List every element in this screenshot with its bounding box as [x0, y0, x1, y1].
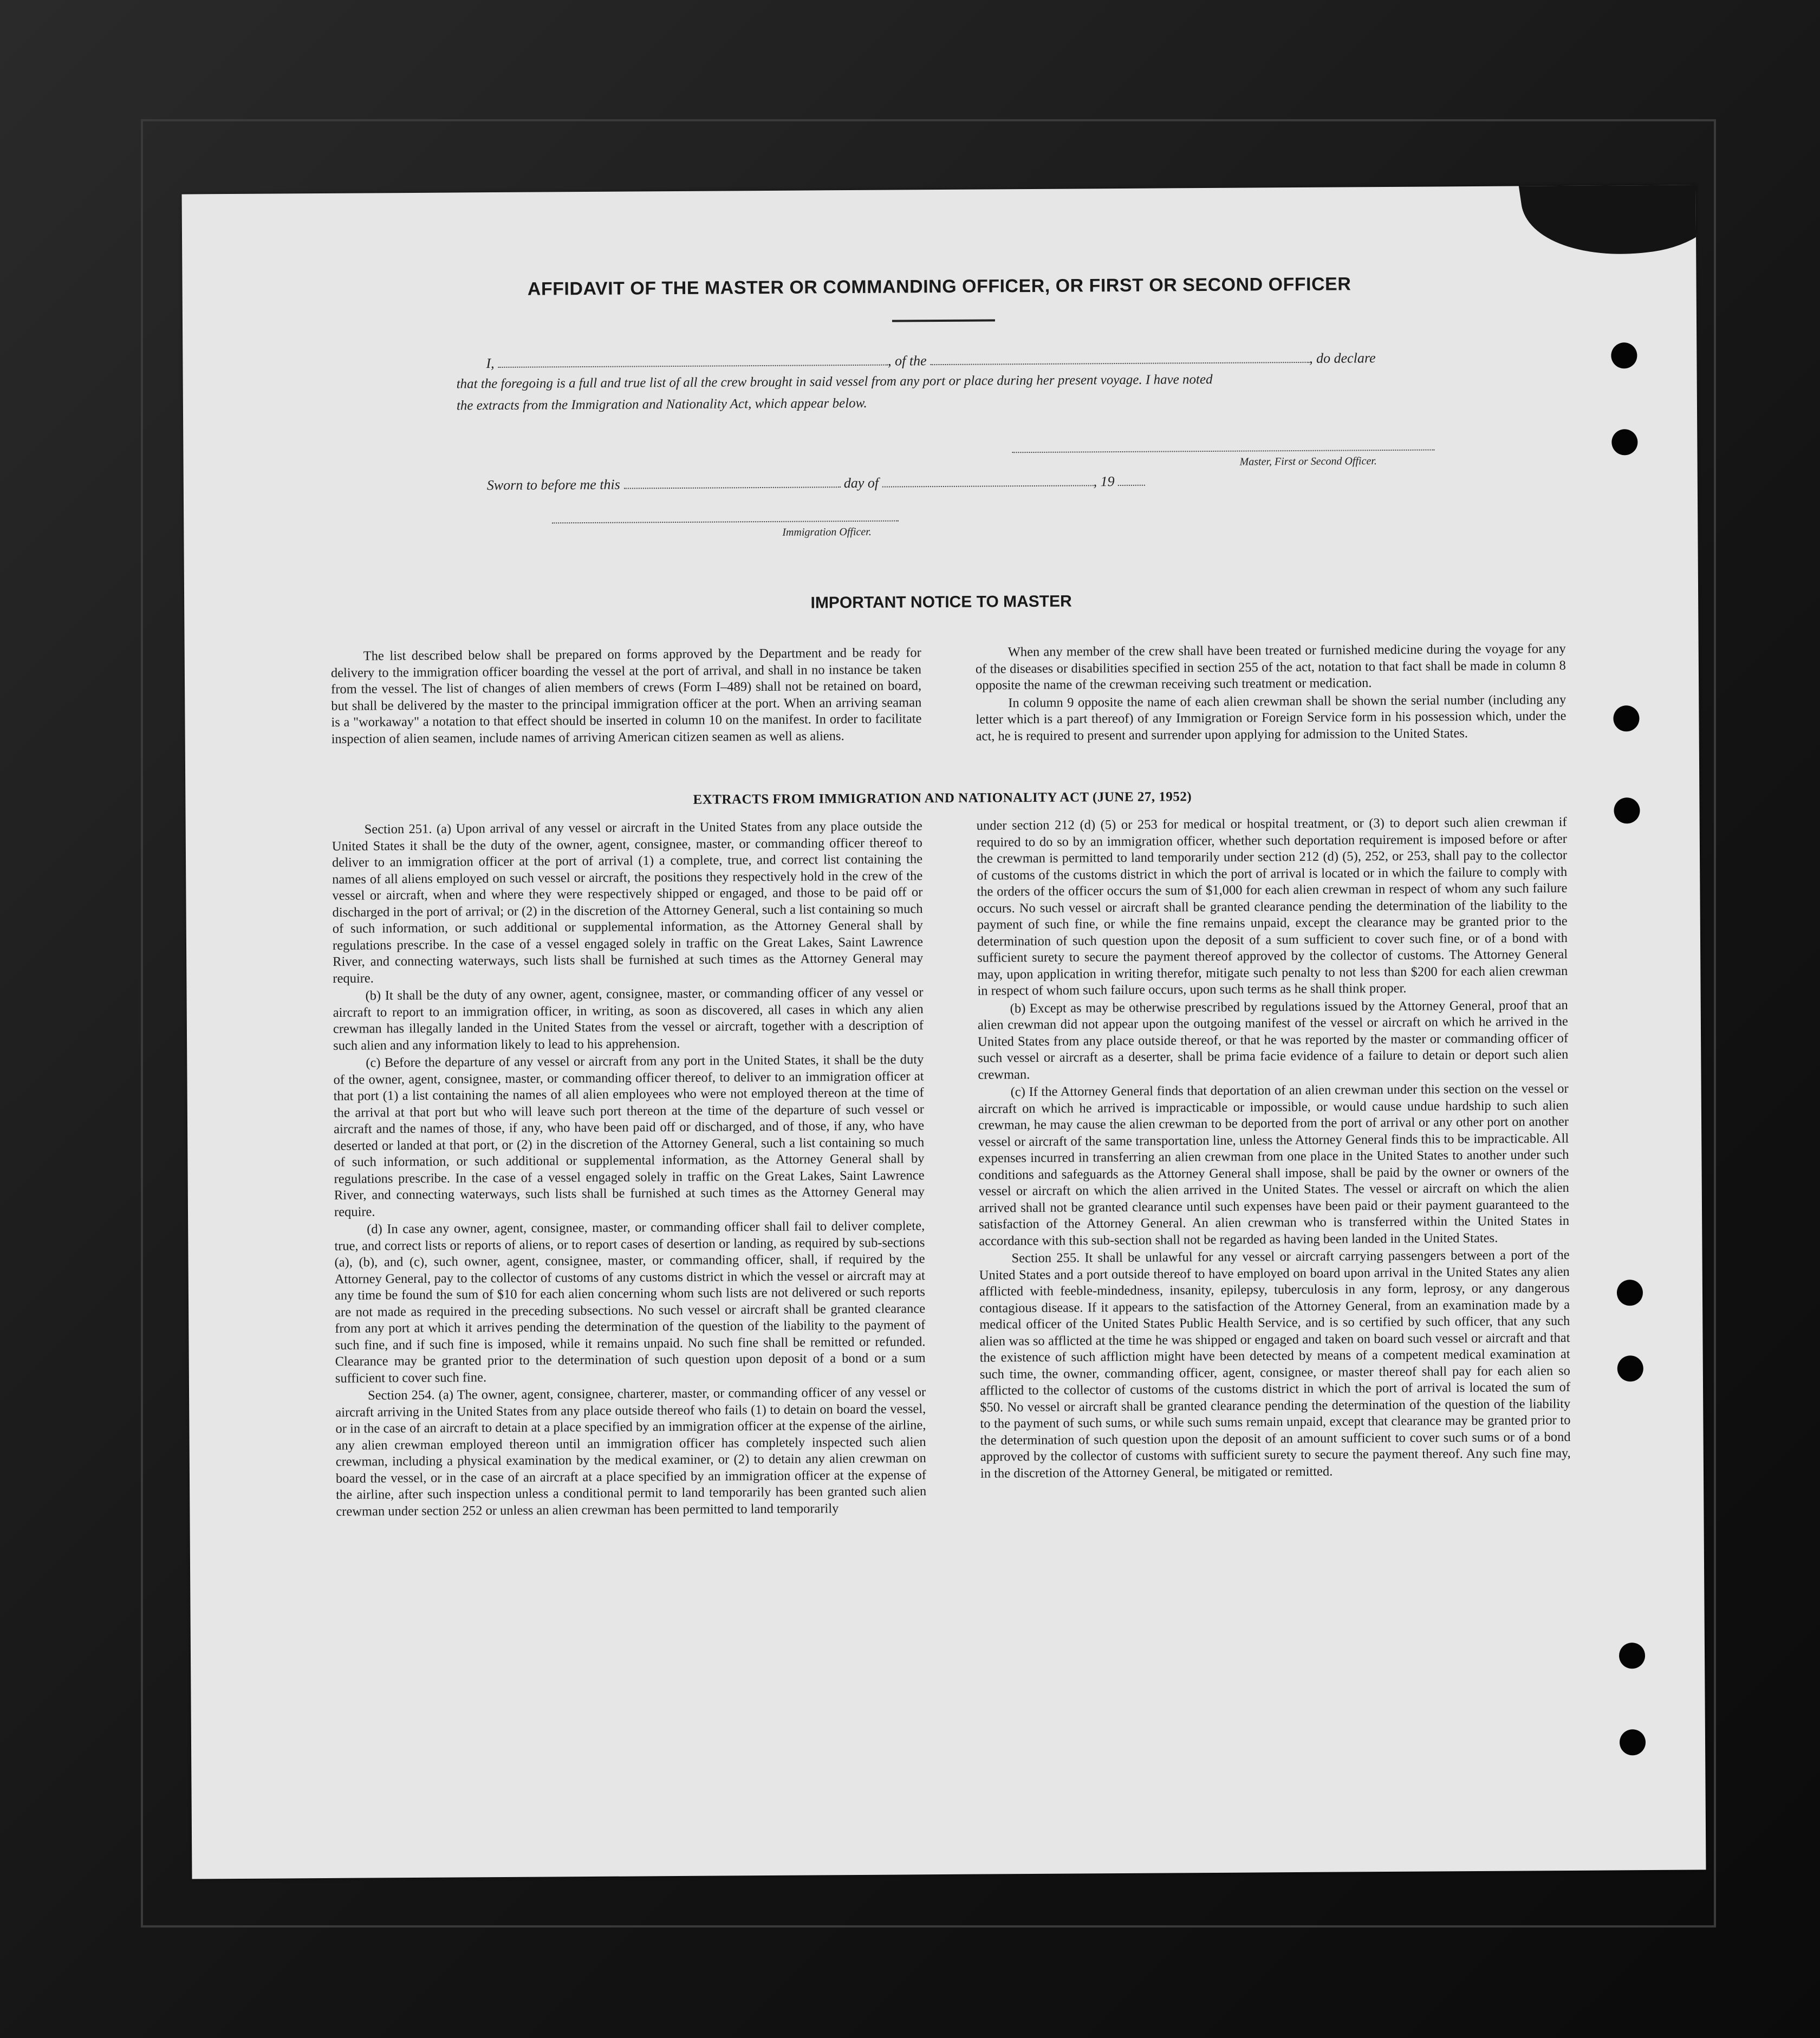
name-blank[interactable] — [498, 353, 888, 368]
notice-left-column — [331, 645, 922, 749]
section-251c: (c) Before the departure of any vessel or aircraft from any port in the United States, it shall be the duty of the owner, agent, consignee, master, or commanding officer thereof, to deliver to an immigration officer at that port (1) a list containing the names of all alien employees who were not employed thereon at the time of the arrival at that port but who will leave such port thereon at the time of the departure of such vessel or aircraft and the names of those, if any, who have been paid off or discharged, and of those, if any, who have deserted or landed at that port, or (2) in the discretion of the Attorney General, such a list containing so much of such information, or such additional or supplemental information, as the Attorney General shall by regulations prescribe. In the case of a vessel engaged solely in traffic on the Great Lakes, Saint Lawrence River, and connecting waterways, such lists shall be furnished at such times as the Attorney General may require. — [333, 1052, 925, 1219]
binder-hole — [1617, 1355, 1643, 1381]
document-page — [182, 185, 1706, 1879]
section-254a-continued: under section 212 (d) (5) or 253 for medical or hospital treatment, or (3) to deport such alien crewman if required to do so by an immigration officer, whether such deportation requirement is imposed before or after the crewman is permitted to land temporarily under section 212 (d) (5), 252, or 253, shall pay to the collector of customs of the customs district in which the port of arrival is located or in which the failure to comply with the orders of the officer occurs the sum of $1,000 for each alien crewman in respect of whom any such failure occurs. No such vessel or aircraft shall be granted clearance pending the determination of the liability to the payment of such fine, or while the fine remains unpaid, except the clearance may be granted prior to the determination of such question upon the deposit of a sum sufficient to cover such fine, or of a bond with sufficient surety to secure the payment thereof approved by the collector of customs. The Attorney General may, upon application in writing therefor, mitigate such penalty to not less than $200 for each alien crewman in respect of whom such failure occurs, upon such terms as he shall think proper. — [976, 814, 1568, 998]
binder-hole — [1611, 342, 1637, 368]
officer-signature-line[interactable] — [552, 520, 899, 523]
binder-hole — [1611, 429, 1637, 455]
section-254b: (b) Except as may be otherwise prescribed by regulations issued by the Attorney General, proof that an alien crewman did not appear upon the outgoing manifest of the vessel or aircraft on which he arrived in the United States from any place outside thereof, or that he was reported by the master or commanding officer of such vessel or aircraft as a deserter, shall be prima facie evidence of a failure to detain or deport such alien crewman. — [977, 997, 1569, 1082]
section-251a: Section 251. (a) Upon arrival of any vessel or aircraft in the United States from any place outside the United States it shall be the duty of the owner, agent, consignee, master, or commanding officer thereof to deliver to an immigration officer at the port of arrival (1) a complete, true, and correct list containing the names of all aliens employed on such vessel or aircraft, the positions they respectively hold in the crew of the vessel or aircraft, when and where they were respectively shipped or engaged, and those to be paid off or discharged in the port of arrival; or (2) in the discretion of the Attorney General, such a list containing so much of such information, or such additional or supplemental information, as the Attorney General shall by regulations prescribe. In the case of a vessel engaged solely in traffic on the Great Lakes, Saint Lawrence River, and connecting waterways, such lists shall be furnished at such times as the Attorney General may require. — [332, 819, 924, 986]
affidavit-line-3: the extracts from the Immigration and Nationality Act, which appear below. — [456, 395, 867, 413]
master-label: Master, First or Second Officer. — [1239, 455, 1377, 468]
do-declare-label: , do declare — [1309, 350, 1376, 366]
title-underline — [892, 319, 995, 322]
of-the-label: , of the — [888, 353, 927, 369]
notice-title: IMPORTANT NOTICE TO MASTER — [810, 592, 1072, 612]
notice-left-paragraph: The list described below shall be prepared on forms approved by the Department and be ready for delivery to the immigration officer boarding the vessel at the port of arrival, and shall in no instance be taken from the vessel. The list of changes of alien members of crews (Form I–489) shall not be retained on board, but shall be delivered by the master to the principal immigration officer at the port. When an arriving seaman is a "workaway" a notation to that effect should be inserted in column 10 on the manifest. In order to facilitate inspection of alien seamen, include names of arriving American citizen seamen as well as aliens. — [330, 645, 922, 747]
affidavit-title: AFFIDAVIT OF THE MASTER OR COMMANDING OFFICER, OR FIRST OR SECOND OFFICER — [527, 274, 1351, 300]
section-254a: Section 254. (a) The owner, agent, consignee, charterer, master, or commanding officer of any vessel or aircraft arriving in the United States from any place outside thereof who fails (1) to detain on board the vessel, or in the case of an aircraft to detain at a place specified by an immigration officer at the expense of the airline, any alien crewman employed thereon until an immigration officer has completely inspected such alien crewman, including a physical examination by the medical examiner, or (2) to detain any alien crewman on board the vessel, or in the case of an aircraft at a place specified by an immigration officer at the expense of the airline, after such inspection unless a conditional permit to land temporarily has been granted such alien crewman under section 252 or unless an alien crewman has been permitted to land temporarily — [335, 1385, 927, 1519]
binder-hole — [1617, 1280, 1643, 1306]
i-label: I, — [486, 355, 495, 372]
affidavit-line-2: that the foregoing is a full and true list of all the crew brought in said vessel from any port or place during her present voyage. I have noted — [456, 372, 1213, 392]
section-251b: (b) It shall be the duty of any owner, agent, consignee, master, or commanding officer of any vessel or aircraft to report to an immigration officer, in writing, as soon as discovered, all cases in which any alien crewman has illegally landed in the United States from the vessel or aircraft, together with a description of such alien and any information likely to lead to his apprehension. — [333, 985, 924, 1053]
section-251d: (d) In case any owner, agent, consignee, master, or commanding officer shall fail to deliver complete, true, and correct lists or reports of aliens, or to report cases of desertion or landing, as required by sub-sections (a), (b), and (c), such owner, agent, consignee, master, or commanding officer, shall, if required by the Attorney General, pay to the collector of customs of any customs district in which the vessel or aircraft may at any time be found the sum of $10 for each alien concerning whom such lists are not delivered or such reports are not made as required in the preceding subsections. No such vessel or aircraft shall be granted clearance from any port at which it arrives pending the determination of the question of the liability to the payment of such fine, and if such fine is imposed, while it remains unpaid. No such fine shall be remitted or refunded. Clearance may be granted prior to the determination of such question upon deposit of a bond or a sum sufficient to cover such fine. — [334, 1218, 926, 1386]
day-blank[interactable] — [623, 475, 840, 489]
year-label: , 19 — [1093, 473, 1115, 490]
immigration-officer-label: Immigration Officer. — [782, 525, 872, 538]
month-blank[interactable] — [882, 473, 1094, 487]
vessel-blank[interactable] — [930, 350, 1309, 365]
section-255: Section 255. It shall be unlawful for any vessel or aircraft carrying passengers between a port of the United States and a port outside thereof to have employed on board upon arrival in the United States any alien afflicted with feeble-mindedness, insanity, epilepsy, tuberculosis in any form, leprosy, or any dangerous contagious disease. If it appears to the satisfaction of the Attorney General, from an examination made by a medical officer of the United States Public Health Service, and is so certified by such officer, that any such alien was so afflicted at the time he was shipped or engaged and taken on board such vessel or aircraft and that the existence of such affliction might have been detected by means of a competent medical examination at such time, the owner, commanding officer, agent, consignee, or master thereof shall pay for each alien so afflicted to the collector of customs of the customs district in which the port of arrival is located the sum of $50. No vessel or aircraft shall be granted clearance pending the determination of the question of the liability to the payment of such sums, or while such sums remain unpaid, except that clearance may be granted prior to the determination of such question upon the deposit of an amount sufficient to cover such sums or of a bond approved by the collector of customs with sufficient surety to secure the payment thereof. Any such fine may, in the discretion of the Attorney General, be mitigated or remitted. — [979, 1247, 1571, 1481]
torn-corner — [1516, 185, 1706, 269]
binder-hole — [1613, 705, 1639, 731]
binder-hole — [1619, 1643, 1645, 1669]
extracts-left-column — [332, 818, 927, 1521]
extracts-title: EXTRACTS FROM IMMIGRATION AND NATIONALITY ACT (JUNE 27, 1952) — [693, 789, 1192, 807]
notice-right-paragraph-1: When any member of the crew shall have been treated or furnished medicine during the voyage for any of the diseases or disabilities specified in section 255 of the act, notation to that fact shall be made in column 8 opposite the name of the crewman receiving such treatment or medication. — [975, 641, 1566, 693]
extracts-right-column — [977, 814, 1571, 1483]
binder-hole — [1620, 1729, 1646, 1755]
notice-right-column — [976, 641, 1566, 746]
sworn-label: Sworn to before me this — [486, 476, 620, 494]
sworn-line — [487, 473, 1145, 494]
affidavit-line-1 — [486, 349, 1375, 372]
year-blank[interactable] — [1118, 473, 1145, 486]
notice-right-paragraph-2: In column 9 opposite the name of each alien crewman shall be shown the serial number (including any letter which is a part thereof) of any Immigration or Foreign Service form in his possession which, under the act, he is required to present and surrender upon applying for admission to the United States. — [976, 692, 1566, 744]
day-of-label: day of — [843, 475, 879, 491]
master-signature-line[interactable] — [1012, 449, 1434, 453]
section-254c: (c) If the Attorney General finds that deportation of an alien crewman under this section on the vessel or aircraft on which he arrived is impracticable or impossible, or would cause undue hardship to such alien crewman, he may cause the alien crewman to be deported from the port of arrival or any other port on another vessel or aircraft of the same transportation line, unless the Attorney General finds this to be impracticable. All expenses incurred in transferring an alien crewman from one place in the United States to another under such conditions and safeguards as the Attorney General shall impose, shall be paid by the owner or owners of the vessel or aircraft on which the alien arrived in the United States. The vessel or aircraft on which the alien arrived shall not be granted clearance until such expenses have been paid or their payment guaranteed to the satisfaction of the Attorney General. An alien crewman who is transferred within the United States in accordance with this sub-section shall not be regarded as having been landed in the United States. — [978, 1081, 1570, 1249]
